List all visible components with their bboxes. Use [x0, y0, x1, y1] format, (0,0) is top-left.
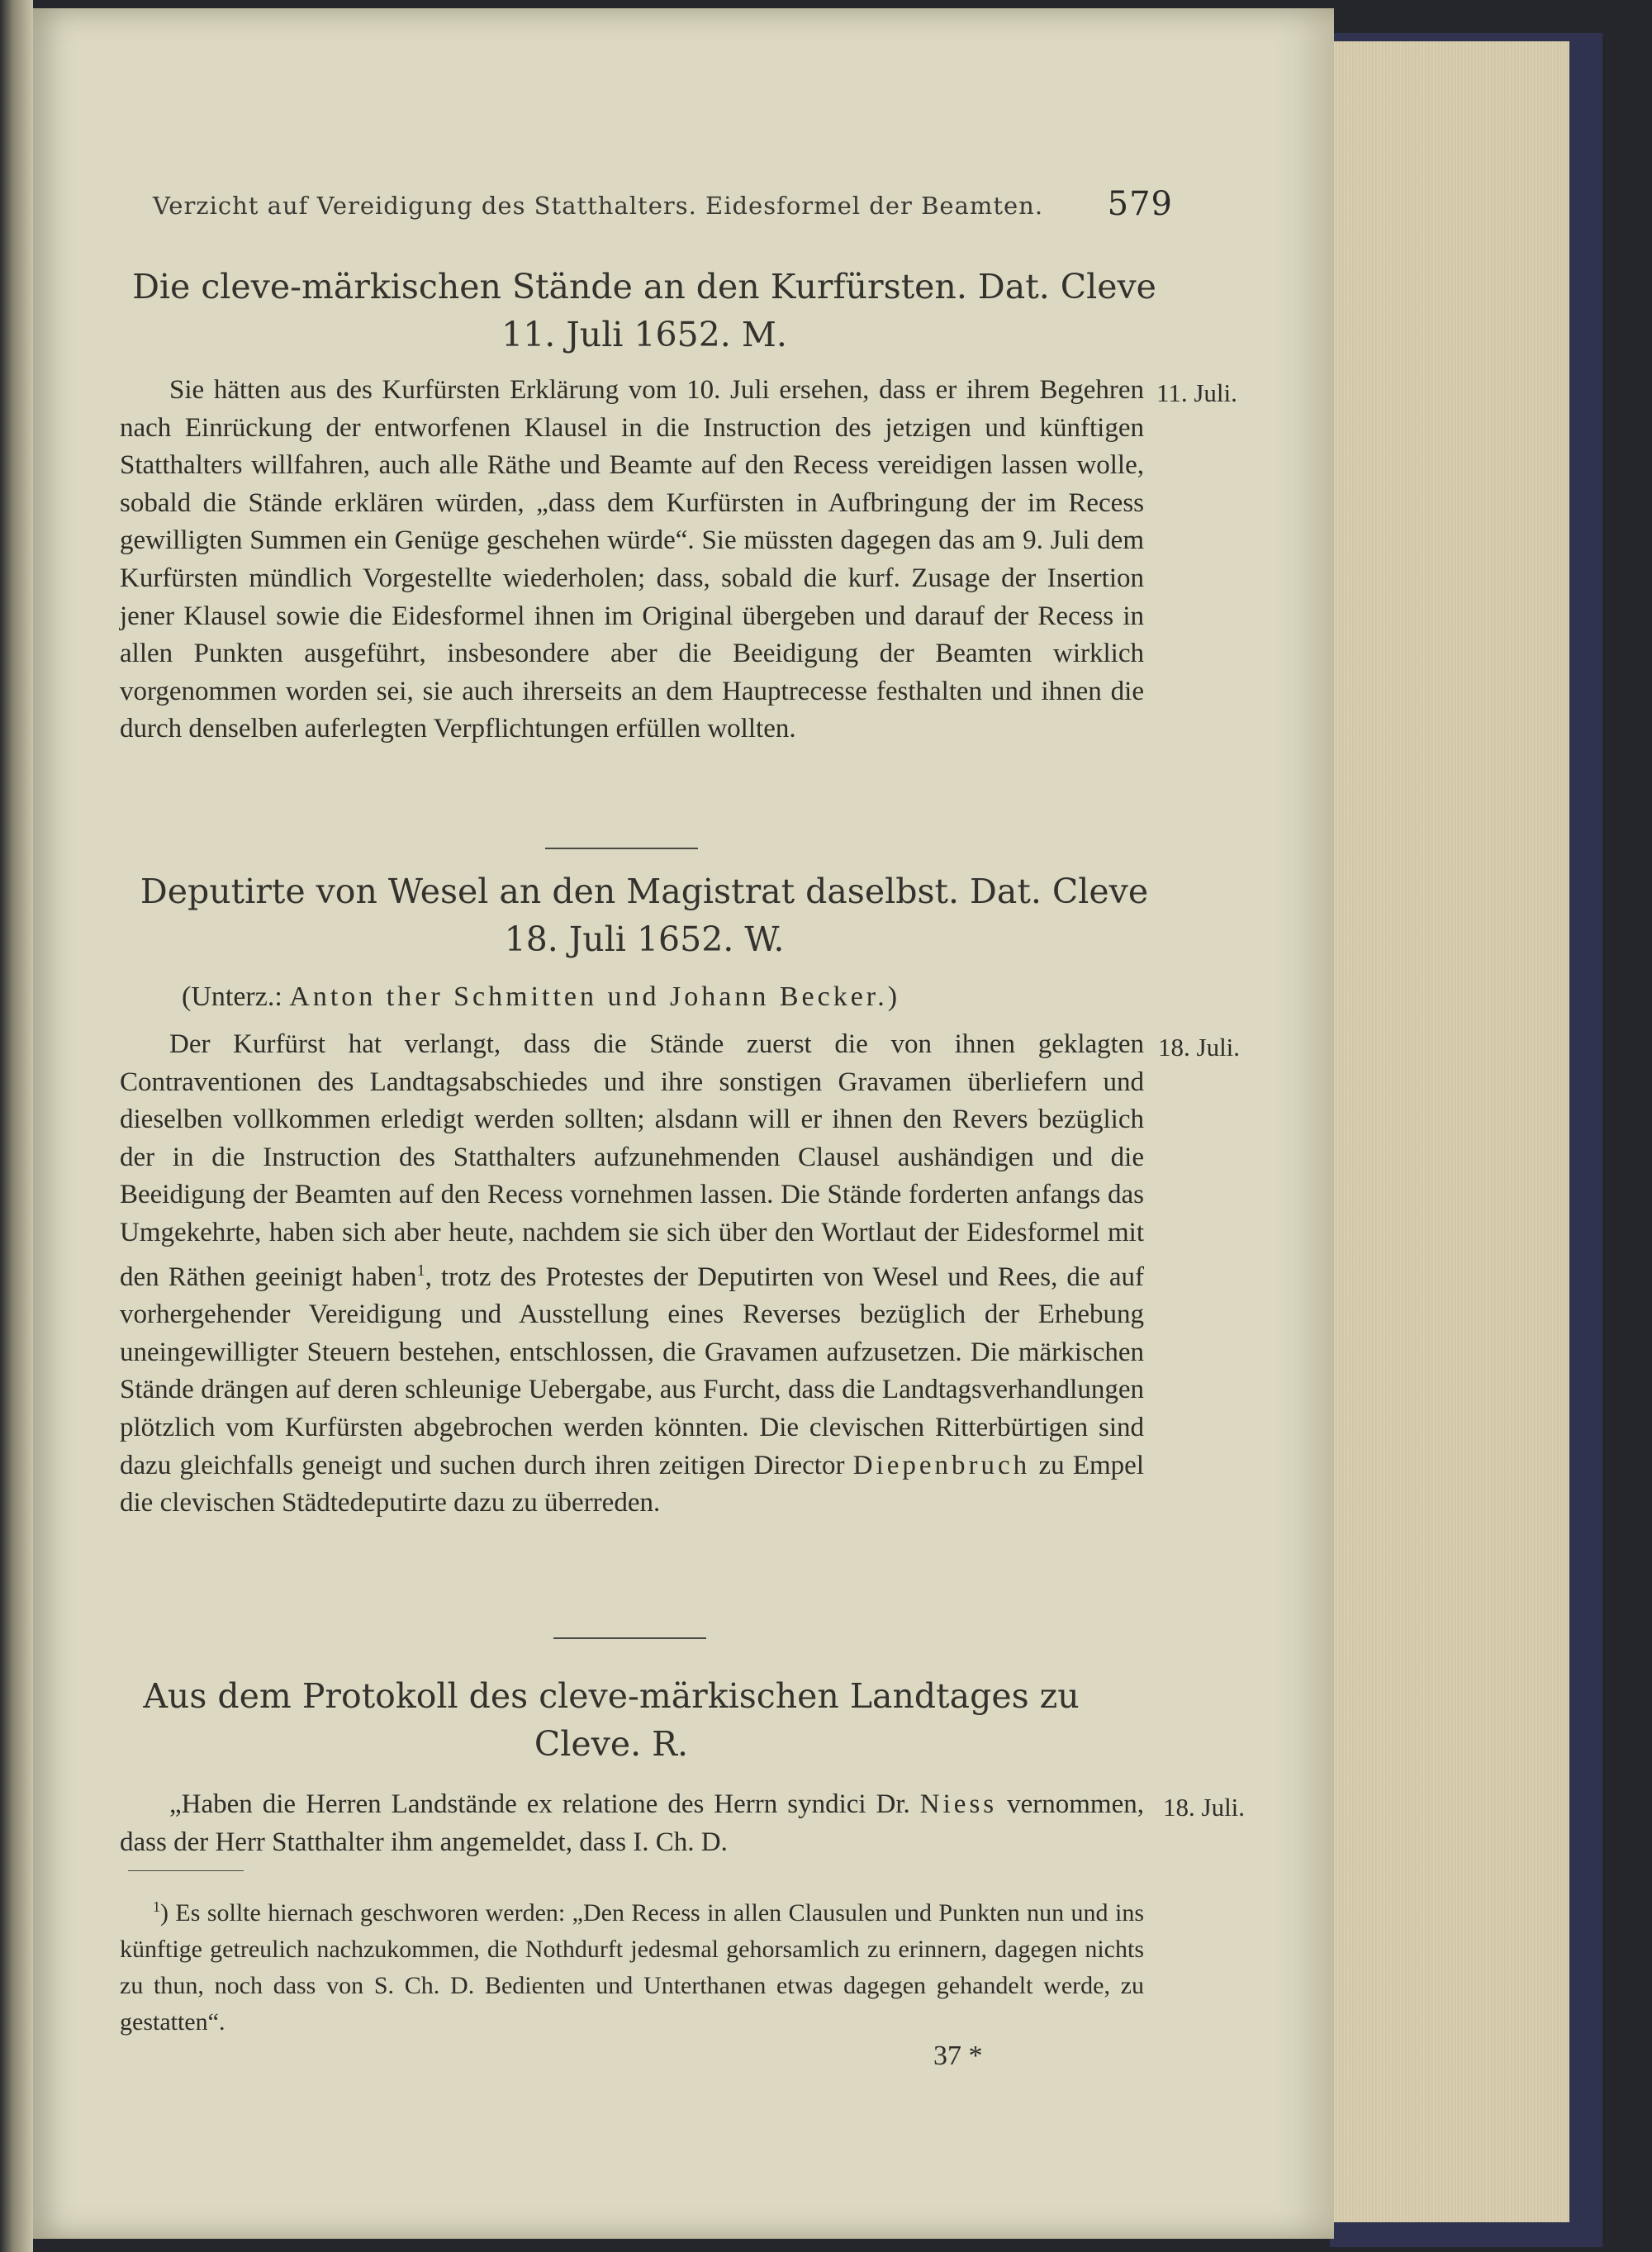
- footnote-rule: [128, 1870, 244, 1871]
- director-name: Diepenbruch: [852, 1450, 1031, 1480]
- section2-body: [120, 1026, 1144, 1523]
- section1-title-line2: 11. Juli 1652. M.: [501, 315, 787, 354]
- left-page-edge: [0, 0, 33, 2252]
- section2-text-part2: , trotz des Protestes der Deputirten von Wesel und Rees, die auf vorhergehender Vereidigung und Ausstellung eines Reverses bezüglich der Erhebung uneingewilligter Steuern bestehen, entschlossen, die Gravamen aufzusetzen. Die märkischen Stände drängen auf deren schleunige Uebergabe, aus Furcht, dass die Landtagsverhandlungen plötzlich vom Kurfürsten abgebrochen werden könnten. Die clevischen Ritterbürtigen sind dazu gleichfalls geneigt und suchen durch ihren zeitigen Director: [120, 1261, 1144, 1480]
- section2-title: [116, 867, 1173, 963]
- section3-title-line1: Aus dem Protokoll des cleve-märkischen Landtages zu: [143, 1676, 1080, 1716]
- section1-title: [116, 263, 1173, 359]
- page-number: 579: [1107, 185, 1173, 223]
- signature-mark: 37 *: [933, 2041, 983, 2071]
- section3-text: [120, 1786, 1144, 1861]
- section-divider-1: [545, 848, 698, 849]
- footnote: [120, 1889, 1144, 2041]
- section2-signatories: [182, 981, 1173, 1013]
- footnote-marker: 1: [153, 1898, 160, 1915]
- section1-text: Sie hätten aus des Kurfürsten Erklärung vom 10. Juli ersehen, dass er ihrem Begehren nach Einrückung der entworfenen Klausel in die Instruction des jetzigen und künftigen Statthalters willfahren, auch alle Räthe und Beamte auf den Recess vereidigen lassen wolle, sobald die Stände erklären würden, „dass dem Kurfürsten in Aufbringung der im Recess gewilligten Summen ein Genüge geschehen würde“. Sie müssten dagegen das am 9. Juli dem Kurfürsten mündlich Vorgestellte wiederholen; dass, sobald die kurf. Zusage der Insertion jener Klausel sowie die Eidesformel ihnen im Original übergeben und darauf der Recess in allen Punkten ausgeführt, insbesondere aber die Beeidigung der Beamten wirklich vorgenommen worden sei, sie auch ihrerseits an dem Hauptrecesse festhalten und ihnen die durch denselben auferlegten Verpflichtungen erfüllen wollten.: [120, 375, 1144, 744]
- running-title: Verzicht auf Vereidigung des Statthalters. Eidesformel der Beamten.: [153, 192, 1044, 220]
- section2-text: [120, 1026, 1144, 1523]
- book-page: [33, 8, 1334, 2239]
- section1-title-line1: Die cleve-märkischen Stände an den Kurfürsten. Dat. Cleve: [132, 267, 1156, 306]
- section2-text-part1: Der Kurfürst hat verlangt, dass die Stände zuerst die von ihnen geklagten Contraventionen des Landtagsabschiedes und ihre sonstigen Gravamen überliefern und dieselben vollkommen erledigt werden sollten; alsdann will er ihnen den Revers bezüglich der in die Instruction des Statthalters aufzunehmenden Clausel aushändigen und die Beeidigung der Beamten auf den Recess vornehmen lassen. Die Stände forderten anfangs das Umgekehrte, haben sich aber heute, nachdem sie sich über den Wortlaut der Eidesformel mit den Räthen geeinigt haben: [120, 1029, 1144, 1292]
- running-head: [153, 185, 1173, 223]
- section3-title-line2: Cleve. R.: [534, 1724, 689, 1764]
- section3-body: [120, 1786, 1144, 1861]
- signatories-names: Anton ther Schmitten und Johann Becker.: [289, 981, 888, 1012]
- section2-title-line1: Deputirte von Wesel an den Magistrat daselbst. Dat. Cleve: [140, 872, 1149, 911]
- section2-text-part3: zu Empel die clevischen Städtedeputirte dazu zu überreden.: [120, 1450, 1144, 1518]
- section2-margin-date: 18. Juli.: [1158, 1033, 1241, 1062]
- section-divider-2: [553, 1637, 706, 1639]
- signatories-prefix: (Unterz.:: [182, 981, 290, 1012]
- section3-text-part1: „Haben die Herren Landstände ex relatione des Herrn syndici Dr.: [169, 1789, 920, 1819]
- section1-margin-date: 11. Juli.: [1156, 378, 1237, 407]
- section3-margin-date: 18. Juli.: [1163, 1793, 1246, 1822]
- syndicus-name: Niess: [919, 1789, 998, 1819]
- signatories-suffix: ): [887, 981, 898, 1012]
- section3-title: [116, 1672, 1107, 1768]
- section1-body: [120, 372, 1144, 748]
- section3-text-part2: vernommen, dass der Herr Statthalter ihm angemeldet, dass I. Ch. D.: [120, 1789, 1144, 1857]
- footnote-ref-1[interactable]: 1: [416, 1261, 425, 1280]
- page-block-edge: [1322, 41, 1569, 2222]
- footnote-body: ) Es sollte hiernach geschworen werden: „Den Recess in allen Clausulen und Punkten nun und ins künftige getreulich nachzukommen, die Nothdurft jedesmal gehorsamlich zu erinnern, dagegen nichts zu thun, noch dass von S. Ch. D. Bedienten und Unterthanen etwas dagegen gehandelt werde, zu gestatten“.: [120, 1899, 1144, 2036]
- footnote-text: [120, 1889, 1144, 2041]
- section2-title-line2: 18. Juli 1652. W.: [504, 919, 785, 959]
